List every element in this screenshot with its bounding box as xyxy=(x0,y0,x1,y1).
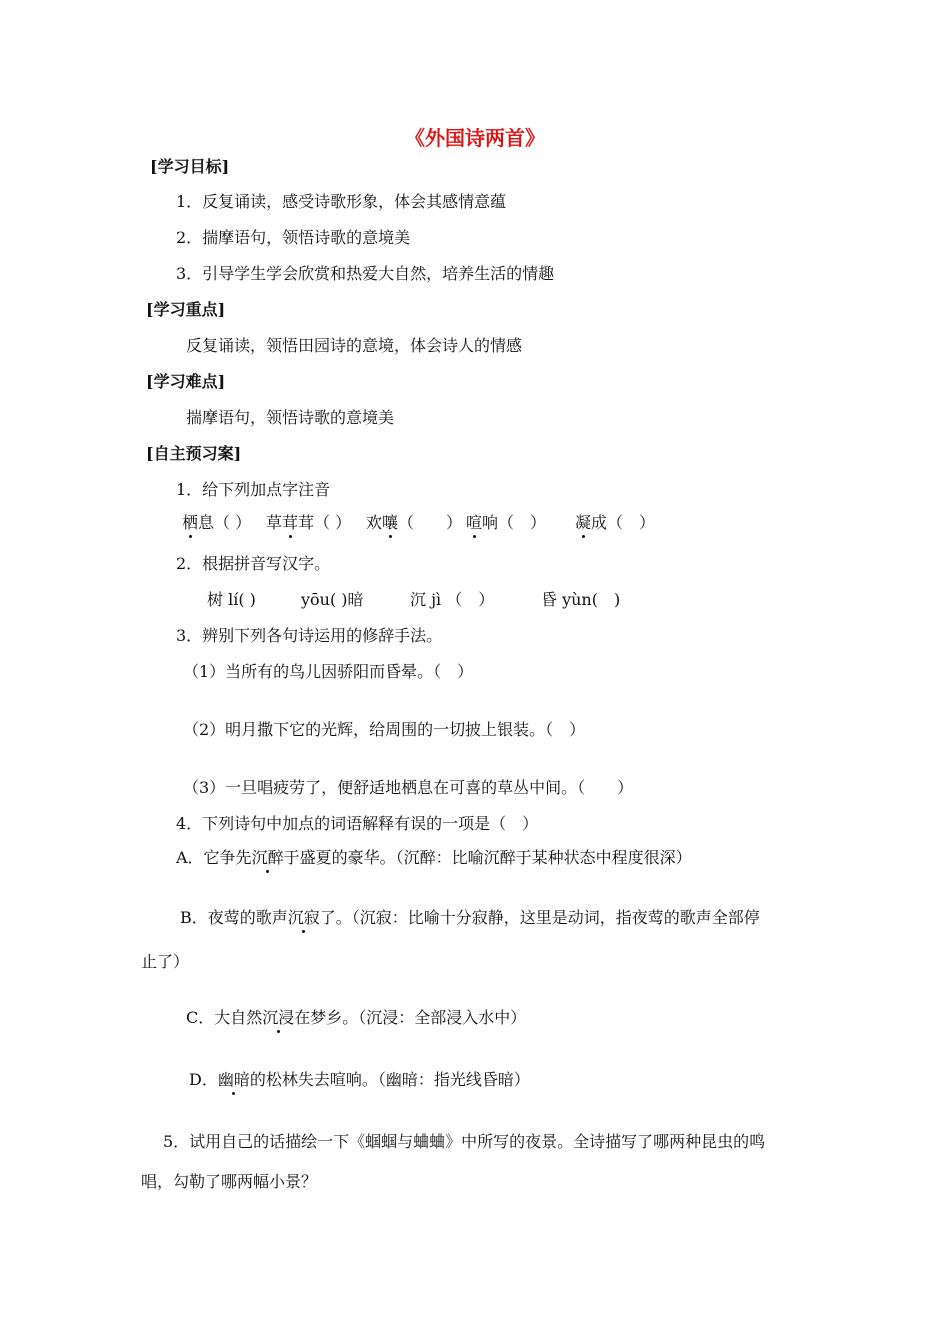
q1-item: 欢嚷（ ） xyxy=(366,513,463,532)
emphasis-dot-word: 幽暗 xyxy=(217,1070,250,1089)
emphasis-dot-char: 凝 xyxy=(575,513,592,532)
q2-items-row xyxy=(0,590,950,614)
q5-line-2: 唱，勾勒了哪两幅小景？ xyxy=(141,1172,318,1191)
difficulty-heading: [学习难点] xyxy=(146,372,226,391)
q1-prompt: 1．给下列加点字注音 xyxy=(176,480,331,499)
emphasis-dot-char: 喧 xyxy=(466,513,483,532)
q1-item: 草茸茸（ ） xyxy=(266,513,352,532)
q1-items-row xyxy=(0,513,950,537)
emphasis-dot-char: 栖 xyxy=(182,513,199,532)
emphasis-dot-word: 沉浸 xyxy=(262,1008,295,1027)
objective-item-1: 1．反复诵读，感受诗歌形象，体会其感情意蕴 xyxy=(176,192,507,211)
q4-option-a: A．它争先沉醉于盛夏的豪华。（沉醉：比喻沉醉于某种状态中程度很深） xyxy=(176,848,692,867)
focus-heading: [学习重点] xyxy=(146,300,226,319)
q4-option-d: D．幽暗的松林失去喧响。（幽暗：指光线昏暗） xyxy=(189,1070,530,1089)
q2-item: 沉 jì （ ） xyxy=(410,590,495,609)
objective-item-2: 2．揣摩语句，领悟诗歌的意境美 xyxy=(176,228,411,247)
q1-item: 凝成（ ） xyxy=(575,513,656,532)
emphasis-dot-word: 沉醉 xyxy=(251,848,284,867)
q1-item: 喧响（ ） xyxy=(466,513,547,532)
emphasis-dot-char: 嚷 xyxy=(382,513,399,532)
q4-option-c: C．大自然沉浸在梦乡。（沉浸：全部浸入水中） xyxy=(186,1008,527,1027)
q4-option-b: B．夜莺的歌声沉寂了。（沉寂：比喻十分寂静，这里是动词，指夜莺的歌声全部停 xyxy=(180,908,760,927)
objective-item-3: 3．引导学生学会欣赏和热爱大自然，培养生活的情趣 xyxy=(176,264,555,283)
preview-heading: [自主预习案] xyxy=(146,444,242,463)
focus-text: 反复诵读，领悟田园诗的意境，体会诗人的情感 xyxy=(186,336,523,355)
emphasis-dot-char: 茸 xyxy=(282,513,299,532)
q5-line-1: 5．试用自己的话描绘一下《蝈蝈与蛐蛐》中所写的夜景。全诗描写了哪两种昆虫的鸣 xyxy=(163,1132,766,1151)
q1-item: 栖息（ ） xyxy=(182,513,252,532)
q3-item-3: （3）一旦唱疲劳了，便舒适地栖息在可喜的草丛中间。（ ） xyxy=(183,778,634,797)
q3-item-2: （2）明月撒下它的光辉，给周围的一切披上银装。（ ） xyxy=(183,720,586,739)
difficulty-text: 揣摩语句，领悟诗歌的意境美 xyxy=(186,408,395,427)
emphasis-dot-word: 沉寂 xyxy=(287,908,320,927)
q4-option-b-continued: 止了） xyxy=(141,952,190,971)
q3-item-1: （1）当所有的鸟儿因骄阳而昏晕。（ ） xyxy=(183,662,474,681)
document-title: 《外国诗两首》 xyxy=(405,126,545,150)
q4-prompt: 4．下列诗句中加点的词语解释有误的一项是（ ） xyxy=(176,814,539,833)
q2-prompt: 2．根据拼音写汉字。 xyxy=(176,554,331,573)
q2-item: yōu( )暗 xyxy=(301,590,364,609)
objectives-heading: [学习目标] xyxy=(150,157,230,176)
q2-item: 树 lí( ) xyxy=(207,590,256,609)
q2-item: 昏 yùn( ) xyxy=(541,590,621,609)
q3-prompt: 3．辨别下列各句诗运用的修辞手法。 xyxy=(176,626,443,645)
